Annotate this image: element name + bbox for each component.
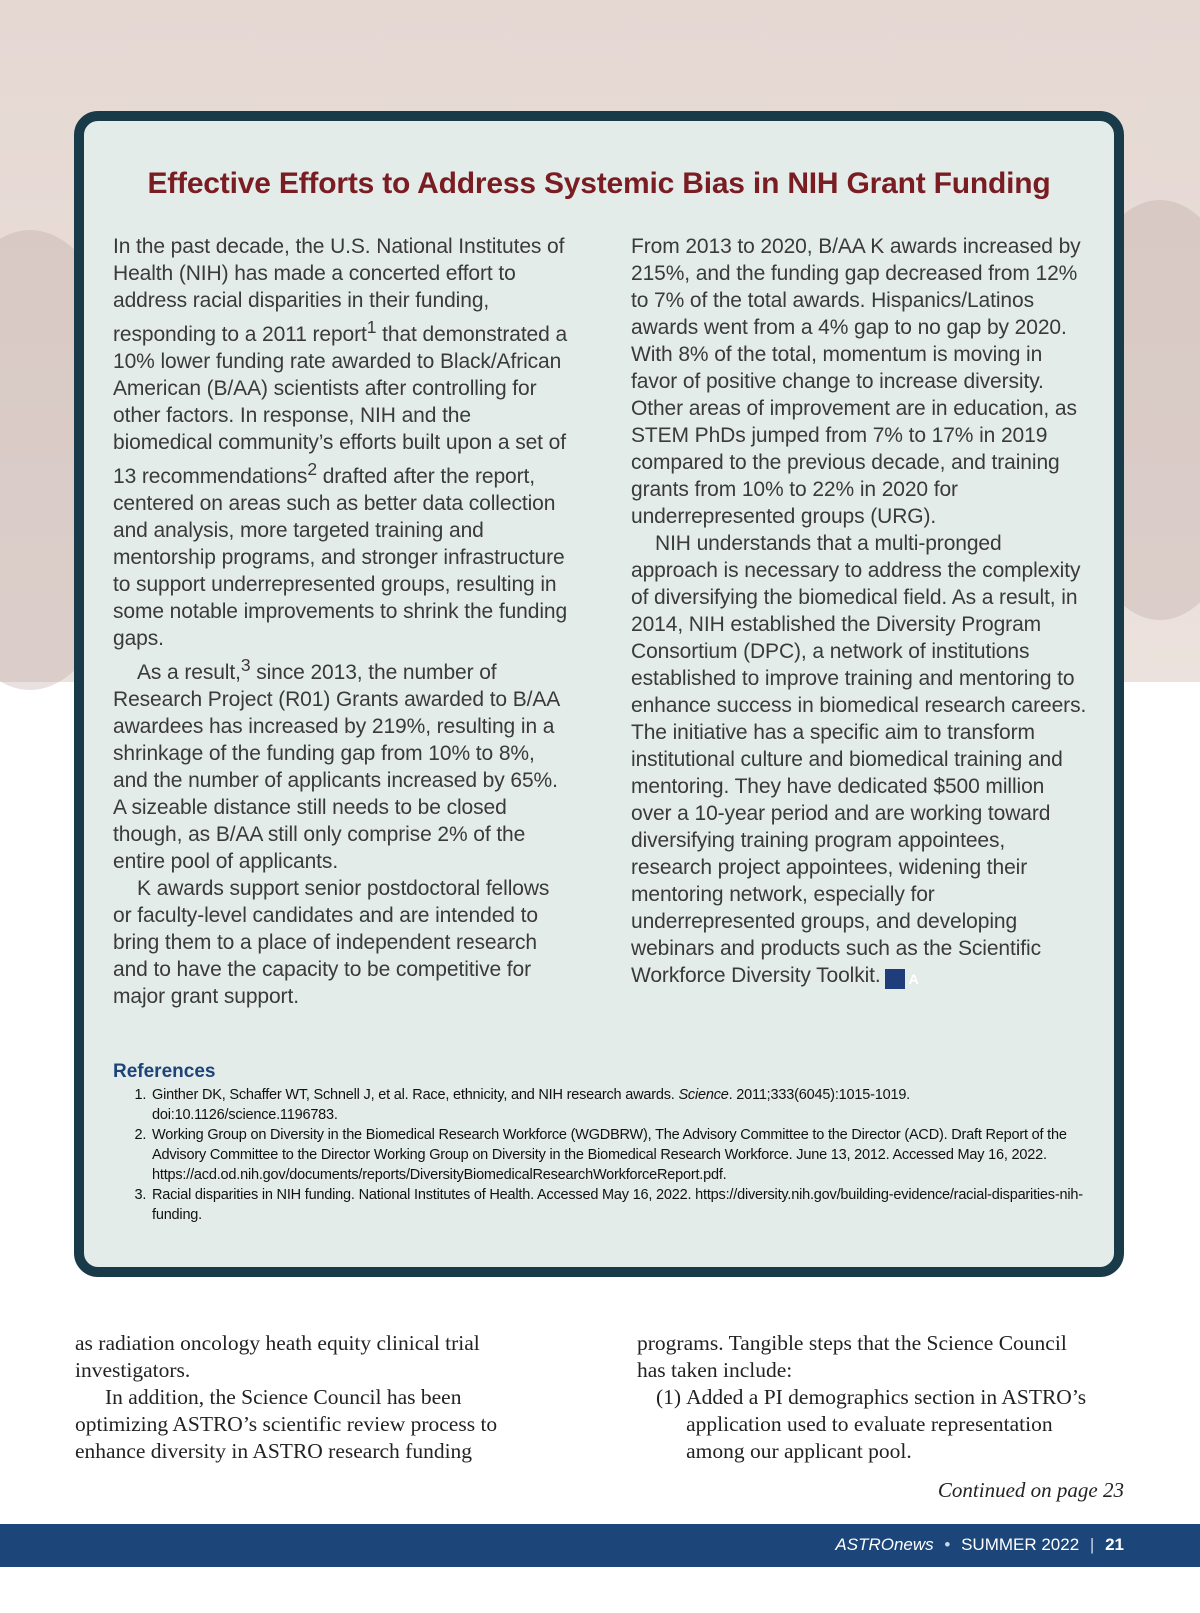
page-footer [0,1524,1200,1567]
step-text: Added a PI demographics section in ASTRO’s application used to evaluate representation among our applicant pool. [686,1385,1087,1463]
step-number: (1) [656,1385,682,1409]
footnote-marker: 2 [307,459,317,479]
sidebar-right-column [631,233,1089,989]
sidebar-box [74,111,1124,1277]
footer-divider: | [1089,1535,1095,1554]
sidebar-left-column [113,233,571,1010]
continued-link[interactable]: Continued on page 23 [937,1478,1124,1502]
publication-name: ASTROnews [835,1535,934,1554]
reference-journal: Science [678,1087,729,1103]
reference-text: Ginther DK, Schaffer WT, Schnell J, et al. Race, ethnicity, and NIH research awards. [152,1087,679,1103]
footnote-marker: 1 [366,317,377,337]
reference-item [150,1085,1083,1125]
page-number: 21 [1105,1535,1124,1554]
references-heading: References [113,1061,216,1082]
article-left-column [75,1330,527,1465]
article-right-column [637,1330,1089,1465]
paragraph-text: As a result, [137,661,241,684]
reference-text: . 2011;333(6045):1015-1019. doi:10.1126/science.1196783. [152,1087,911,1123]
sidebar-paragraph [113,652,571,875]
sidebar-paragraph: From 2013 to 2020, B/AA K awards increased by 215%, and the funding gap decreased from 12% to 7% of the total awards. Hispanics/Latinos awards went from a 4% gap to no gap by 2020. With 8% of the total, momentum is moving in favor of positive change to increase diversity. Other areas of improvement are in education, as STEM PhDs jumped from 7% to 17% in 2019 compared to the previous decade, and training grants from 10% to 22% in 2020 for underrepresented groups (URG). [631,235,1081,528]
article-paragraph: In addition, the Science Council has been optimizing ASTRO’s scientific review process to enhance diversity in ASTRO research funding [75,1385,498,1463]
sidebar-title: Effective Efforts to Address Systemic Bias in NIH Grant Funding [147,167,1051,200]
sidebar-paragraph [631,530,1089,989]
paragraph-text: In the past decade, the U.S. National Institutes of Health (NIH) has made a concerted effort to address racial disparities in their funding, responding to a 2011 report [113,235,565,346]
sidebar-paragraph: K awards support senior postdoctoral fellows or faculty-level candidates and are intended to bring them to a place of independent research and to have the capacity to be competitive for major grant support. [113,877,550,1008]
reference-item: 2. Working Group on Diversity in the Biomedical Research Workforce (WGDBRW), The Advisory Committee to the Director (ACD). Draft Report of the Advisory Committee to the Director Working Group on Diversity in the Biomedical Research Workforce. June 13, 2012. Accessed May 16, 2022. https://acd.od.nih.gov/documents/reports/DiversityBiomedicalResearchWorkforceReport.pdf. [150,1125,1083,1185]
astro-end-mark-icon: A [885,969,905,989]
paragraph-text: drafted after the report, centered on areas such as better data collection and analysis, more targeted training and mentorship programs, and stronger infrastructure to support underrepresented groups, resulting in some notable improvements to shrink the funding gaps. [113,465,568,650]
issue-label: SUMMER 2022 [961,1535,1080,1554]
article-paragraph: as radiation oncology heath equity clinical trial investigators. [75,1331,480,1382]
references-list [113,1085,1083,1225]
paragraph-text: since 2013, the number of Research Project (R01) Grants awarded to B/AA awardees has increased by 219%, resulting in a shrinkage of the funding gap from 10% to 8%, and the number of applicants increased by 65%. A sizeable distance still needs to be closed though, as B/AA still only comprise 2% of the entire pool of applicants. [113,661,560,873]
footer-text [835,1535,1124,1555]
footer-bullet: • [944,1535,951,1554]
article-paragraph: programs. Tangible steps that the Science Council has taken include: [637,1331,1067,1382]
step-item [656,1384,1089,1465]
reference-item: 3. Racial disparities in NIH funding. National Institutes of Health. Accessed May 16, 2022. https://diversity.nih.gov/building-evidence/racial-disparities-nih-funding. [150,1185,1083,1225]
references-section [113,1061,1083,1225]
paragraph-text: NIH understands that a multi-pronged approach is necessary to address the complexity of diversifying the biomedical field. As a result, in 2014, NIH established the Diversity Program Consortium (DPC), a network of institutions established to improve training and mentoring to enhance success in biomedical research careers. The initiative has a specific aim to transform institutional culture and biomedical training and mentoring. They have dedicated $500 million over a 10-year period and are working toward diversifying training program appointees, research project appointees, widening their mentoring network, especially for underrepresented groups, and developing webinars and products such as the Scientific Workforce Diversity Toolkit. [631,532,1087,987]
footnote-marker: 3 [240,655,251,675]
paragraph-text: that demonstrated a 10% lower funding rate awarded to Black/African American (B/AA) scientists after controlling for other factors. In response, NIH and the biomedical community’s efforts built upon a set of 13 recommendations [113,323,568,488]
sidebar-paragraph [113,233,571,652]
